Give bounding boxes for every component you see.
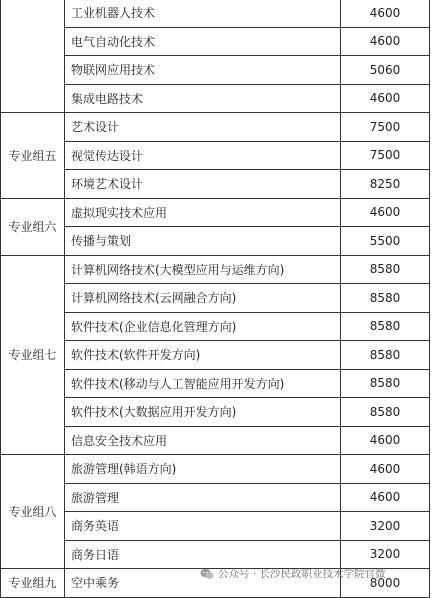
major-name-cell: 软件技术(软件开发方向) bbox=[65, 341, 341, 370]
group-name-cell: 专业组九 bbox=[1, 569, 65, 598]
major-name-cell: 虚拟现实技术应用 bbox=[65, 198, 341, 227]
tuition-fee-cell: 5060 bbox=[341, 56, 430, 85]
major-name-cell: 计算机网络技术(云网融合方向) bbox=[65, 284, 341, 313]
major-name-cell: 计算机网络技术(大模型应用与运维方向) bbox=[65, 255, 341, 284]
major-name-cell: 旅游管理(韩语方向) bbox=[65, 455, 341, 484]
major-name-cell: 商务英语 bbox=[65, 512, 341, 541]
tuition-fee-cell: 3200 bbox=[341, 540, 430, 569]
tuition-fee-cell: 8580 bbox=[341, 284, 430, 313]
major-name-cell: 软件技术(大数据应用开发方向) bbox=[65, 398, 341, 427]
table-row bbox=[1, 27, 430, 56]
tuition-fee-cell: 4600 bbox=[341, 27, 430, 56]
tuition-fee-cell: 4600 bbox=[341, 426, 430, 455]
watermark bbox=[200, 566, 386, 581]
fee-table-body bbox=[1, 0, 430, 597]
major-name-cell: 信息安全技术应用 bbox=[65, 426, 341, 455]
major-name-cell: 物联网应用技术 bbox=[65, 56, 341, 85]
tuition-fee-cell: 8580 bbox=[341, 341, 430, 370]
table-row bbox=[1, 512, 430, 541]
major-name-cell: 工业机器人技术 bbox=[65, 0, 341, 27]
tuition-fee-cell: 4600 bbox=[341, 84, 430, 113]
table-row bbox=[1, 398, 430, 427]
major-name-cell: 集成电路技术 bbox=[65, 84, 341, 113]
table-row bbox=[1, 0, 430, 27]
table-row bbox=[1, 170, 430, 199]
major-name-cell: 软件技术(移动与人工智能应用开发方向) bbox=[65, 369, 341, 398]
tuition-fee-cell: 4600 bbox=[341, 455, 430, 484]
tuition-fee-cell: 8580 bbox=[341, 398, 430, 427]
group-name-cell: 专业组七 bbox=[1, 255, 65, 455]
tuition-fee-cell: 4600 bbox=[341, 0, 430, 27]
table-row bbox=[1, 141, 430, 170]
table-row bbox=[1, 426, 430, 455]
major-name-cell: 传播与策划 bbox=[65, 227, 341, 256]
major-name-cell: 电气自动化技术 bbox=[65, 27, 341, 56]
table-row bbox=[1, 341, 430, 370]
major-name-cell: 环境艺术设计 bbox=[65, 170, 341, 199]
table-row bbox=[1, 540, 430, 569]
table-row bbox=[1, 483, 430, 512]
tuition-fee-cell: 8580 bbox=[341, 369, 430, 398]
major-name-cell: 空中乘务 bbox=[65, 569, 341, 598]
tuition-fee-cell: 7500 bbox=[341, 113, 430, 142]
tuition-fee-cell: 4600 bbox=[341, 198, 430, 227]
major-name-cell: 商务日语 bbox=[65, 540, 341, 569]
table-row bbox=[1, 84, 430, 113]
tuition-fee-cell: 7500 bbox=[341, 141, 430, 170]
tuition-fee-cell: 3200 bbox=[341, 512, 430, 541]
tuition-fee-cell: 8580 bbox=[341, 312, 430, 341]
table-row bbox=[1, 455, 430, 484]
table-row bbox=[1, 113, 430, 142]
tuition-fee-cell: 8250 bbox=[341, 170, 430, 199]
watermark-text: 公众号 · 长沙民政职业技术学院官微 bbox=[218, 568, 386, 580]
group-name-cell: 专业组八 bbox=[1, 455, 65, 569]
major-name-cell: 艺术设计 bbox=[65, 113, 341, 142]
table-row bbox=[1, 198, 430, 227]
major-name-cell: 软件技术(企业信息化管理方向) bbox=[65, 312, 341, 341]
tuition-fee-cell: 4600 bbox=[341, 483, 430, 512]
tuition-fee-cell: 8580 bbox=[341, 255, 430, 284]
table-row bbox=[1, 284, 430, 313]
table-row bbox=[1, 312, 430, 341]
table-row bbox=[1, 369, 430, 398]
major-name-cell: 旅游管理 bbox=[65, 483, 341, 512]
table-row bbox=[1, 227, 430, 256]
table-row bbox=[1, 56, 430, 85]
group-name-cell: 专业组五 bbox=[1, 113, 65, 199]
tuition-fee-cell: 8000 bbox=[341, 569, 430, 598]
table-row bbox=[1, 255, 430, 284]
major-name-cell: 视觉传达设计 bbox=[65, 141, 341, 170]
group-name-cell bbox=[1, 0, 65, 113]
tuition-fee-cell: 5500 bbox=[341, 227, 430, 256]
wechat-icon bbox=[200, 568, 214, 580]
group-name-cell: 专业组六 bbox=[1, 198, 65, 255]
